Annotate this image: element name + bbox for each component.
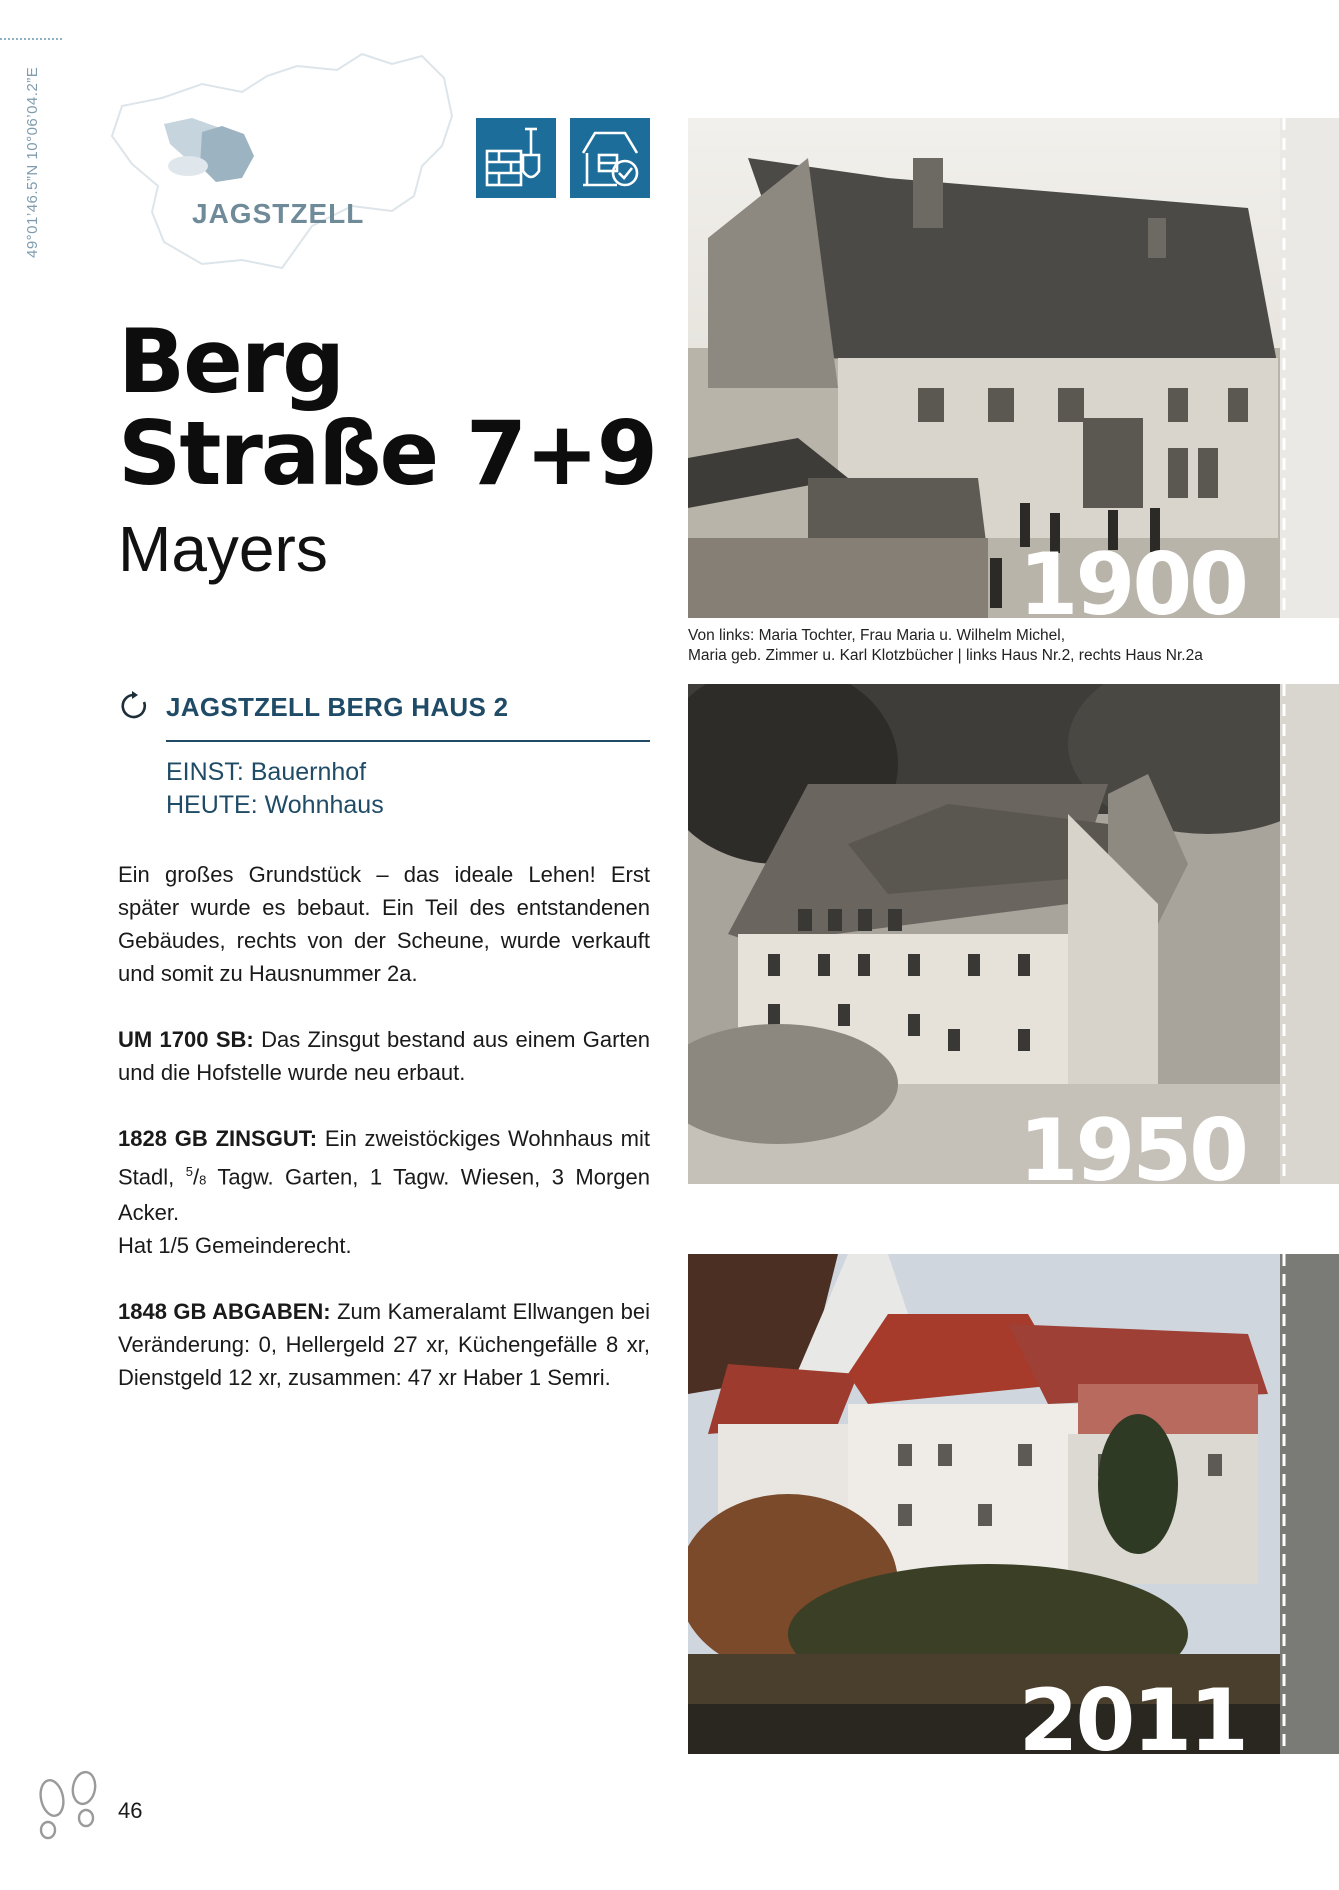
map-label: JAGSTZELL xyxy=(192,198,365,229)
paragraph-text: Zum Kameralamt Ellwangen bei Veränderung: 0, Hellergeld 27 xr, Küchengefälle 8 xr, Dienstgeld 12 xr, zusammen: 47 xr Haber 1 Semri. xyxy=(118,1299,650,1391)
title-line-2: Straße 7+9 xyxy=(118,402,657,505)
photo-1950 xyxy=(688,684,1339,1184)
refresh-icon xyxy=(118,690,150,722)
coordinates-label: 49°01’46.5”N 10°06’04.2”E xyxy=(24,66,41,258)
paragraph-text: Tagw. Garten, 1 Tagw. Wiesen, 3 Morgen Acker. xyxy=(118,1164,650,1226)
title-line-1: Berg xyxy=(118,310,344,413)
page-number: 46 xyxy=(118,1798,143,1823)
paragraph-1828: 1828 GB ZINSGUT: Ein zweistöckiges Wohnhaus mit Stadl, $^5$/8 Tagw. Garten, 1 Tagw. Wiesen, 3 Morgen Acker. xyxy=(118,1126,650,1226)
fraction-numerator: 5 xyxy=(185,1164,193,1179)
photo-year: 1900 xyxy=(1018,535,1246,618)
photo-year: 2011 xyxy=(1018,1671,1246,1754)
photo-2011 xyxy=(688,1254,1339,1754)
paragraph-label: 1848 GB ABGABEN: xyxy=(118,1299,331,1325)
paragraph-label: UM 1700 SB: xyxy=(118,1027,254,1052)
paragraph-text: Das Zinsgut bestand aus einem Garten und die Hofstelle wurde neu erbaut. xyxy=(118,1027,650,1085)
section-divider xyxy=(166,740,650,742)
bricks-shovel-icon xyxy=(476,118,556,198)
body-text xyxy=(118,858,650,1394)
photo-1900 xyxy=(688,118,1339,618)
paragraph-text: Ein zweistöckiges Wohnhaus mit Stadl, xyxy=(118,1126,650,1190)
paragraph-gemeinderecht: Hat 1/5 Gemeinderecht. xyxy=(118,1233,352,1259)
fraction-denominator: 8 xyxy=(199,1172,207,1188)
paragraph-1700 xyxy=(118,1023,650,1089)
caption-line-2: Maria geb. Zimmer u. Karl Klotzbücher | links Haus Nr.2, rechts Haus Nr.2a xyxy=(688,647,1203,664)
photo-year: 1950 xyxy=(1018,1101,1246,1184)
paragraph-1848 xyxy=(118,1295,650,1394)
einst-label: EINST: Bauernhof xyxy=(166,758,367,786)
heute-label: HEUTE: Wohnhaus xyxy=(166,791,384,819)
photo-caption xyxy=(688,626,1248,666)
region-map xyxy=(92,36,464,276)
intro-paragraph: Ein großes Grundstück – das ideale Lehen! Erst später wurde es bebaut. Ein Teil des entstandenen Gebäudes, rechts von der Scheune, wurde verkauft und somit zu Hausnummer 2a. xyxy=(118,862,650,986)
caption-line-1: Von links: Maria Tochter, Frau Maria u. Wilhelm Michel, xyxy=(688,627,1066,644)
barn-check-icon xyxy=(570,118,650,198)
subtitle: Mayers xyxy=(118,513,328,585)
section-heading: JAGSTZELL BERG HAUS 2 xyxy=(166,692,509,722)
paragraph-label: 1828 GB ZINSGUT: xyxy=(118,1126,318,1151)
footprints-icon xyxy=(30,1770,106,1846)
dotted-rule xyxy=(0,38,62,40)
